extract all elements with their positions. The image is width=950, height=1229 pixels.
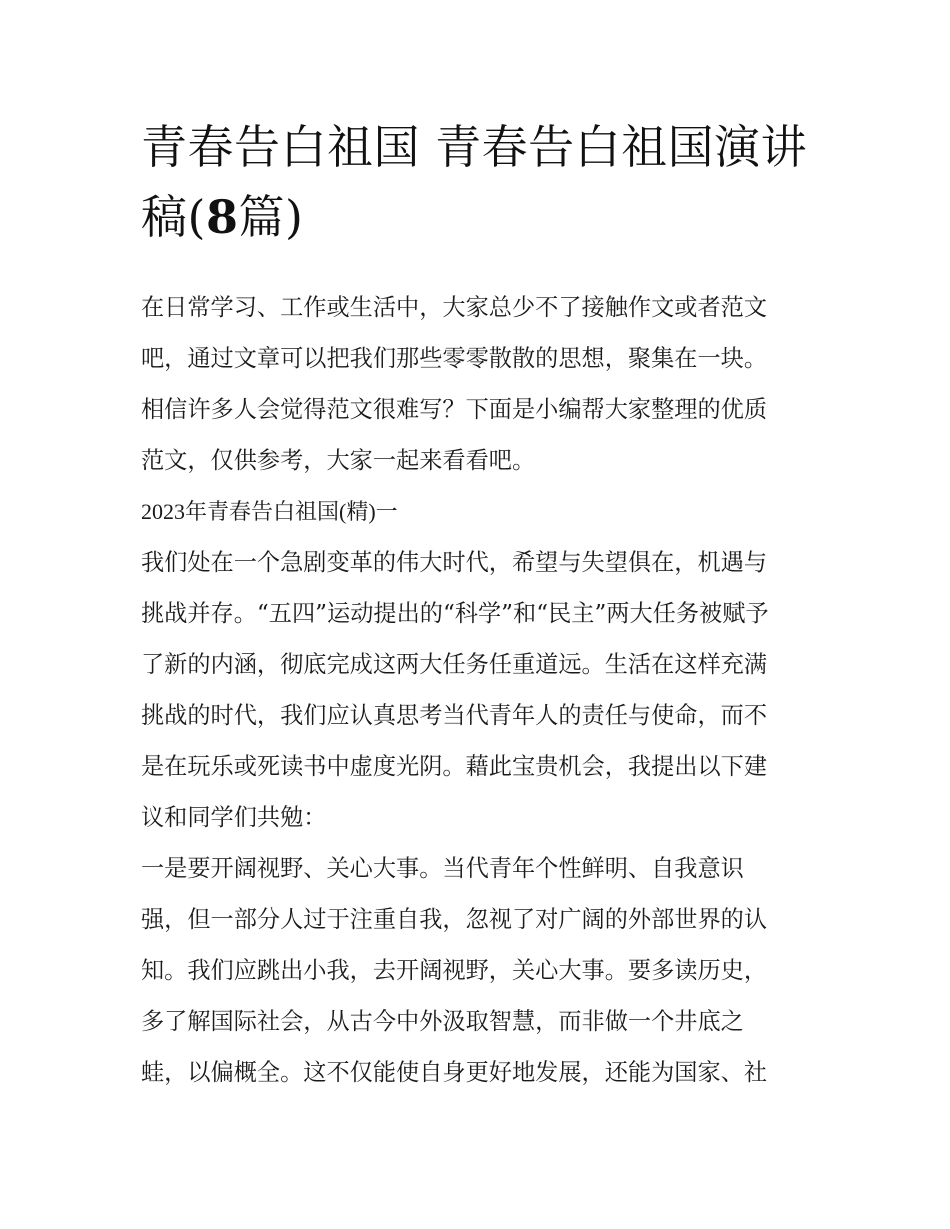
body-paragraph-2 (141, 843, 813, 1098)
body-paragraph-1 (141, 537, 813, 843)
paragraph-line: 挑战的时代，我们应认真思考当代青年人的责任与使命，而不 (141, 702, 768, 729)
paragraph-line: 议和同学们共勉： (141, 804, 327, 831)
document-body (141, 112, 813, 1098)
intro-line: 相信许多人会觉得范文很难写？下面是小编帮大家整理的优质 (141, 396, 768, 423)
paragraph-line: 了新的内涵，彻底完成这两大任务任重道远。生活在这样充满 (141, 651, 768, 678)
intro-line: 吧，通过文章可以把我们那些零零散散的思想，聚集在一块。 (141, 345, 768, 372)
paragraph-line: 我们处在一个急剧变革的伟大时代，希望与失望俱在，机遇与 (141, 549, 768, 576)
paragraph-line: 一是要开阔视野、关心大事。当代青年个性鲜明、自我意识 (141, 855, 744, 882)
paragraph-line: 多了解国际社会，从古今中外汲取智慧，而非做一个井底之 (141, 1008, 744, 1035)
intro-line: 在日常学习、工作或生活中，大家总少不了接触作文或者范文 (141, 294, 768, 321)
title-text-part1: 青春告白祖国 青春告白祖国演讲稿( (141, 120, 808, 244)
paragraph-line: 是在玩乐或死读书中虚度光阴。藉此宝贵机会，我提出以下建 (141, 753, 768, 780)
intro-paragraph (141, 282, 813, 486)
paragraph-line: 强，但一部分人过于注重自我，忽视了对广阔的外部世界的认 (141, 906, 768, 933)
paragraph-line: 挑战并存。“五四”运动提出的“科学”和“民主”两大任务被赋予 (141, 600, 769, 627)
document-title (141, 112, 813, 252)
title-text-part2: 篇) (238, 190, 304, 244)
paragraph-line: 知。我们应跳出小我，去开阔视野，关心大事。要多读历史， (141, 957, 768, 984)
section-heading: 2023年青春告白祖国(精)一 (141, 499, 398, 524)
title-number: 8 (205, 190, 239, 244)
intro-line: 范文，仅供参考，大家一起来看看吧。 (141, 447, 536, 474)
paragraph-line: 蛙，以偏概全。这不仅能使自身更好地发展，还能为国家、社 (141, 1059, 768, 1086)
